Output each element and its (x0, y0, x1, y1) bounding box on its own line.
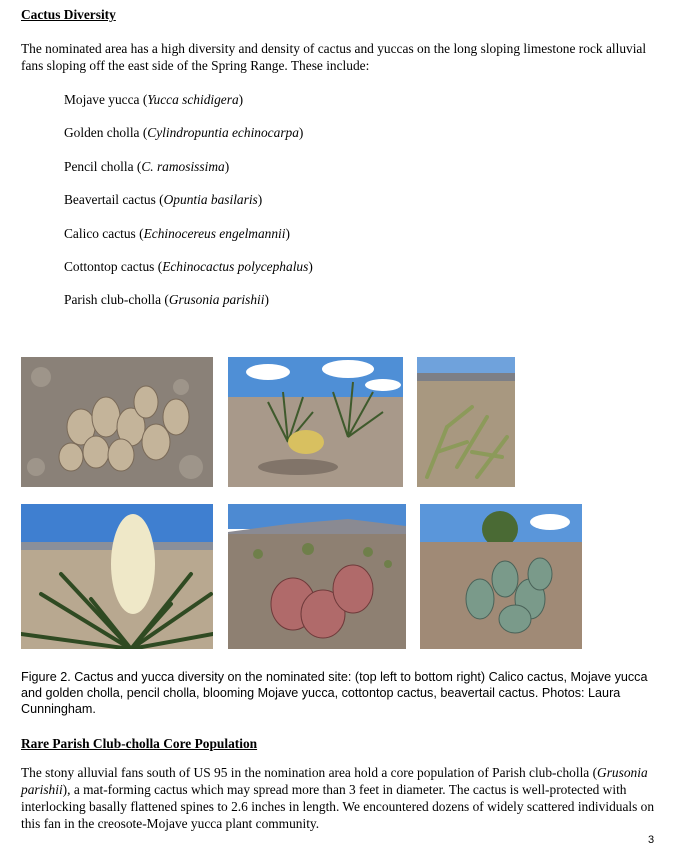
section-heading-cactus-diversity: Cactus Diversity (21, 7, 116, 22)
species-item (64, 191, 262, 208)
page-number: 3 (648, 834, 655, 846)
photo-pencil-cholla (417, 357, 515, 487)
species-scientific-name: Opuntia basilaris (163, 192, 258, 208)
species-item (64, 291, 269, 308)
species-common-name: Pencil cholla ( (64, 158, 142, 174)
species-scientific-name: Cylindropuntia echinocarpa (147, 125, 299, 141)
photo-beavertail-cactus (420, 504, 582, 649)
species-scientific-name: Echinocereus engelmannii (143, 225, 286, 241)
species-scientific-name: Echinocactus polycephalus (162, 259, 309, 274)
photo-blooming-mojave-yucca (21, 504, 213, 649)
intro-paragraph: The nominated area has a high diversity and density of cactus and yuccas on the long sloping limestone rock alluvial fans sloping off the east side of the Spring Range. These include: (21, 41, 647, 73)
photo-mojave-yucca-golden-cholla (228, 357, 403, 487)
species-common-name: Cottontop cactus ( (64, 259, 163, 274)
species-close-paren: ) (285, 225, 290, 241)
species-close-paren: ) (224, 158, 230, 174)
figure-caption: Figure 2. Cactus and yucca diversity on the nominated site: (top left to bottom right) Calico cactus, Mojave yucca and golden cholla, pencil cholla, blooming Mojave yucca, cottontop cactus, beavertail cactus. Photos: Laura Cunningham. (21, 670, 648, 716)
species-item (64, 91, 243, 108)
species-scientific-name: C. ramosissima (141, 158, 225, 174)
species-item (64, 225, 290, 242)
section-heading-parish-club-cholla: Rare Parish Club-cholla Core Population (21, 736, 258, 751)
species-scientific-name: Grusonia parishii (168, 292, 265, 308)
species-item (64, 158, 229, 175)
species-close-paren: ) (298, 125, 304, 141)
photo-cottontop-cactus (228, 504, 406, 649)
species-close-paren: ) (264, 292, 269, 308)
species-common-name: Calico cactus ( (64, 225, 144, 241)
species-common-name: Parish club-cholla ( (64, 292, 169, 308)
species-common-name: Mojave yucca ( (64, 92, 148, 107)
paragraph-text-before: The stony alluvial fans south of US 95 in the nomination area hold a core population of Parish club-cholla ( (21, 765, 598, 780)
photo-calico-cactus (21, 357, 213, 487)
species-close-paren: ) (257, 192, 263, 208)
species-close-paren: ) (238, 92, 244, 107)
paragraph-text-after: ), a mat-forming cactus which may spread more than 3 feet in diameter. The cactus is well-protected with interlocking basally flattened spines to 2.6 inches in length. We encountered dozens of widely scattered individuals on this fan in the creosote-Mojave yucca plant community. (21, 782, 655, 831)
paragraph-scientific-name: Grusonia parishii (21, 765, 648, 797)
species-common-name: Golden cholla ( (64, 125, 148, 141)
species-close-paren: ) (308, 259, 313, 274)
parish-club-cholla-paragraph (21, 764, 661, 832)
species-item (64, 124, 303, 141)
species-common-name: Beavertail cactus ( (64, 192, 164, 208)
species-item (64, 258, 313, 275)
species-scientific-name: Yucca schidigera (147, 92, 239, 107)
